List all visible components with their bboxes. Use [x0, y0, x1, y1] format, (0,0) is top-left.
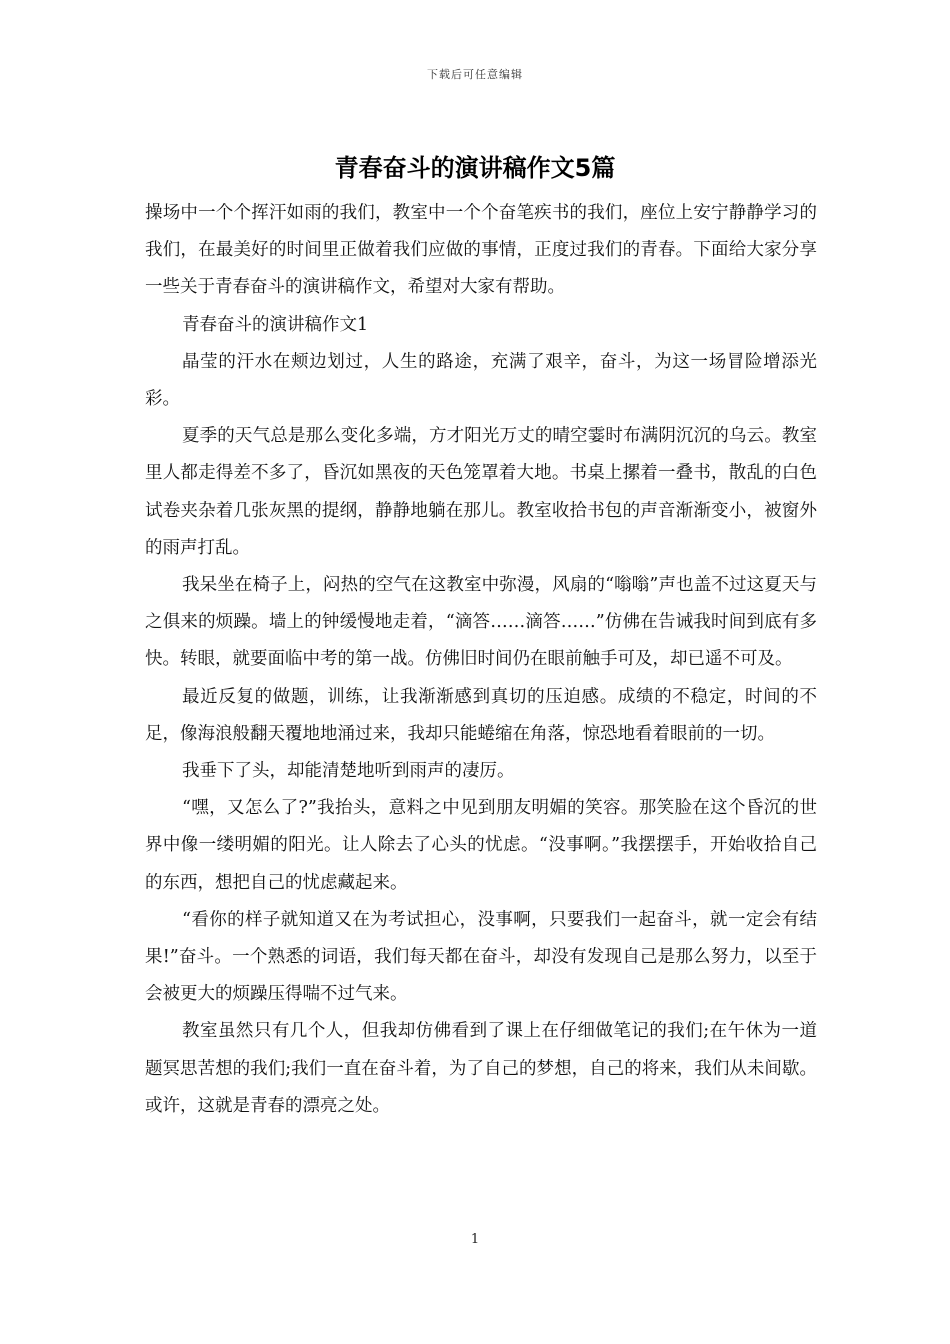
page-number: 1 — [470, 1232, 480, 1247]
document-body — [145, 195, 817, 1125]
body-paragraph: 教室虽然只有几个人，但我却仿佛看到了课上在仔细做笔记的我们;在午休为一道题冥思苦想的我们;我们一直在奋斗着，为了自己的梦想，自己的将来，我们从未间歇。或许，这就是青春的漂亮之处。 — [145, 1021, 817, 1116]
body-paragraph: “看你的样子就知道又在为考试担心，没事啊，只要我们一起奋斗，就一定会有结果!”奋斗。一个熟悉的词语，我们每天都在奋斗，却没有发现自己是那么努力，以至于会被更大的烦躁压得喘不过气来。 — [145, 909, 817, 1005]
document-title: 青春奋斗的演讲稿作文5篇 — [334, 154, 616, 182]
body-paragraph: 夏季的天气总是那么变化多端，方才阳光万丈的晴空霎时布满阴沉沉的乌云。教室里人都走得差不多了，昏沉如黑夜的天色笼罩着大地。书桌上摞着一叠书，散乱的白色试卷夹杂着几张灰黑的提纲，静静地躺在那儿。教室收拾书包的声音渐渐变小，被窗外的雨声打乱。 — [145, 426, 817, 558]
page-header-note: 下载后可任意编辑 — [427, 68, 523, 81]
section-heading: 青春奋斗的演讲稿作文1 — [182, 314, 369, 335]
body-paragraph: 我呆坐在椅子上，闷热的空气在这教室中弥漫，风扇的“嗡嗡”声也盖不过这夏天与之俱来的烦躁。墙上的钟缓慢地走着，“滴答……滴答……”仿佛在告诫我时间到底有多快。转眼，就要面临中考的第一战。仿佛旧时间仍在眼前触手可及，却已遥不可及。 — [145, 575, 817, 670]
body-paragraph: 晶莹的汗水在颊边划过，人生的路途，充满了艰辛，奋斗，为这一场冒险增添光彩。 — [145, 351, 817, 410]
body-paragraph: 我垂下了头，却能清楚地听到雨声的凄厉。 — [182, 761, 515, 782]
body-paragraph: 最近反复的做题，训练，让我渐渐感到真切的压迫感。成绩的不稳定，时间的不足，像海浪般翻天覆地地涌过来，我却只能蜷缩在角落，惊恐地看着眼前的一切。 — [145, 686, 817, 744]
intro-paragraph: 操场中一个个挥汗如雨的我们，教室中一个个奋笔疾书的我们，座位上安宁静静学习的我们，在最美好的时间里正做着我们应做的事情，正度过我们的青春。下面给大家分享一些关于青春奋斗的演讲稿作文，希望对大家有帮助。 — [145, 203, 817, 298]
body-paragraph: “嘿，又怎么了?”我抬头，意料之中见到朋友明媚的笑容。那笑脸在这个昏沉的世界中像一缕明媚的阳光。让人除去了心头的忧虑。“没事啊。”我摆摆手，开始收拾自己的东西，想把自己的忧虑藏起来。 — [145, 798, 817, 893]
